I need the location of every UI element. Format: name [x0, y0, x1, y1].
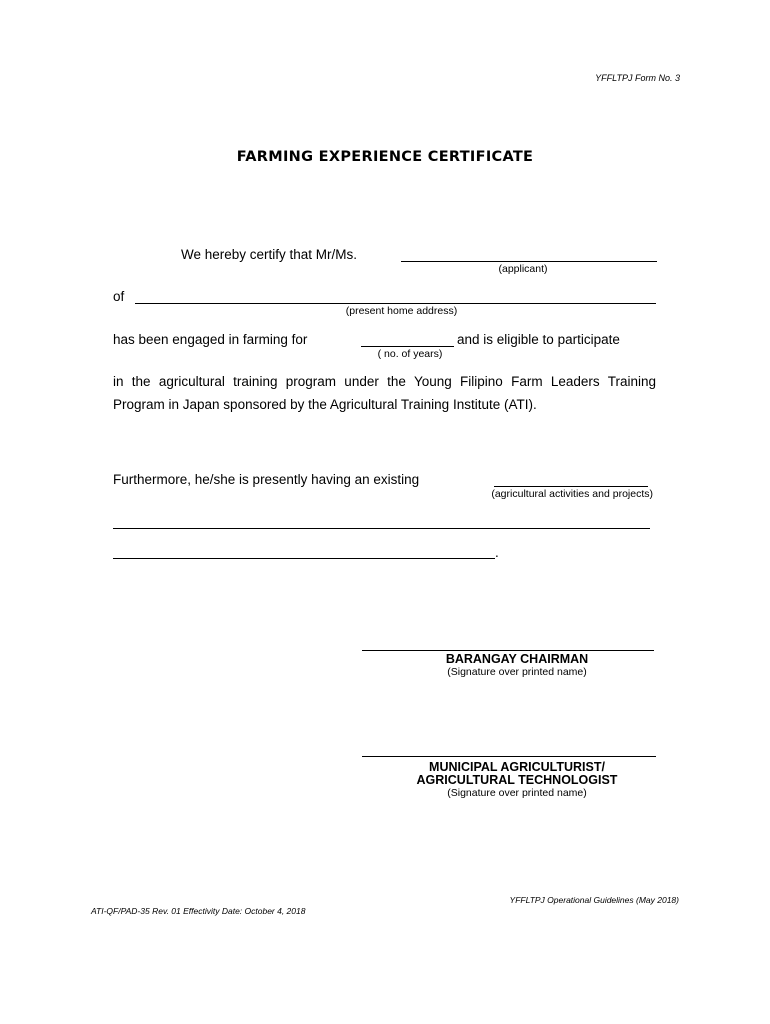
barangay-signature-caption: (Signature over printed name) [447, 666, 587, 678]
home-address-blank[interactable] [135, 303, 656, 304]
eligible-text: and is eligible to participate [457, 332, 620, 347]
document-title: FARMING EXPERIENCE CERTIFICATE [236, 149, 534, 165]
years-blank[interactable] [361, 346, 454, 347]
activities-blank[interactable] [494, 486, 648, 487]
form-number: YFFLTPJ Form No. 3 [595, 73, 680, 83]
applicant-name-blank[interactable] [401, 261, 657, 262]
guidelines-footer: YFFLTPJ Operational Guidelines (May 2018) [509, 895, 679, 905]
closing-period: . [495, 545, 499, 560]
agricultural-technologist-title: AGRICULTURAL TECHNOLOGIST [416, 773, 618, 787]
barangay-signature-line[interactable] [362, 650, 654, 651]
engaged-text: has been engaged in farming for [113, 332, 308, 347]
address-caption: (present home address) [345, 305, 458, 317]
activities-blank-2[interactable] [113, 528, 650, 529]
furthermore-text: Furthermore, he/she is presently having an existing [113, 472, 420, 487]
activities-blank-3[interactable] [113, 558, 495, 559]
applicant-caption: (applicant) [498, 263, 548, 275]
certify-text: We hereby certify that Mr/Ms. [181, 247, 358, 262]
years-caption: ( no. of years) [377, 348, 443, 360]
municipal-agriculturist-title: MUNICIPAL AGRICULTURIST/ [429, 760, 605, 774]
document-code-footer: ATI-QF/PAD-35 Rev. 01 Effectivity Date: October 4, 2018 [91, 906, 306, 916]
agriculturist-signature-caption: (Signature over printed name) [447, 787, 587, 799]
activities-caption: (agricultural activities and projects) [491, 488, 653, 500]
program-paragraph: in the agricultural training program under the Young Filipino Farm Leaders Training Program in Japan sponsored by the Agricultural Training Institute (ATI). [113, 374, 656, 412]
agriculturist-signature-line[interactable] [362, 756, 656, 757]
of-label: of [113, 289, 125, 304]
barangay-chairman-title: BARANGAY CHAIRMAN [445, 652, 589, 666]
